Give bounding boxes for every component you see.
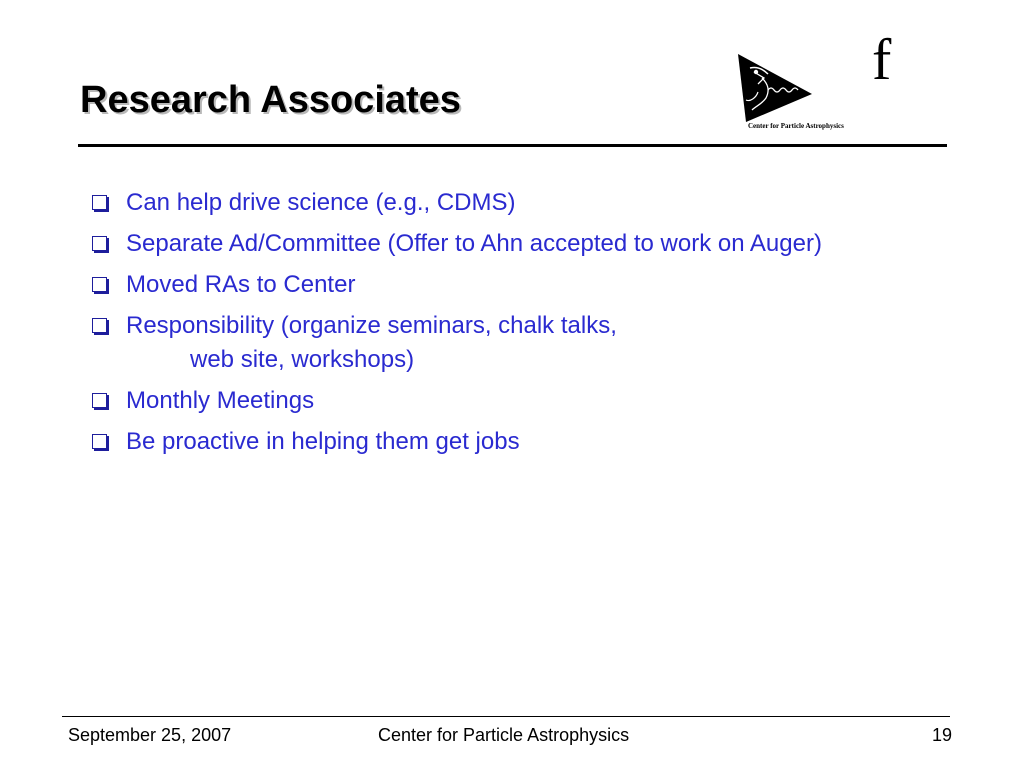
- bullet-continuation: web site, workshops): [190, 346, 415, 373]
- bullet-item: [86, 227, 906, 261]
- bullet-list: [86, 186, 906, 466]
- bullet-item: [86, 186, 906, 220]
- bullet-text: Separate Ad/Committee (Offer to Ahn accepted to work on Auger): [126, 230, 822, 257]
- checkbox-bullet-icon: [92, 277, 107, 292]
- logo-caption: Center for Particle Astrophysics: [748, 122, 844, 130]
- bullet-item: [86, 268, 906, 302]
- footer-divider: [62, 716, 950, 717]
- bullet-text: Moved RAs to Center: [126, 271, 356, 298]
- bullet-text: Responsibility (organize seminars, chalk talks,: [126, 312, 617, 339]
- bullet-text: Can help drive science (e.g., CDMS): [126, 189, 516, 216]
- bullet-item: [86, 384, 906, 418]
- footer-date: September 25, 2007: [68, 725, 232, 745]
- bullet-text: Monthly Meetings: [126, 387, 315, 414]
- checkbox-bullet-icon: [92, 393, 107, 408]
- slide-title: Research Associates: [80, 79, 461, 121]
- footer-page-number: 19: [932, 725, 953, 745]
- checkbox-bullet-icon: [92, 195, 107, 210]
- checkbox-bullet-icon: [92, 236, 107, 251]
- checkbox-bullet-icon: [92, 318, 107, 333]
- bullet-item: [86, 425, 906, 459]
- footer-organization: Center for Particle Astrophysics: [378, 725, 630, 745]
- title-divider: [78, 144, 947, 147]
- bullet-item: [86, 309, 906, 377]
- corner-glyph: f: [872, 27, 892, 92]
- checkbox-bullet-icon: [92, 434, 107, 449]
- bullet-text: Be proactive in helping them get jobs: [126, 428, 520, 455]
